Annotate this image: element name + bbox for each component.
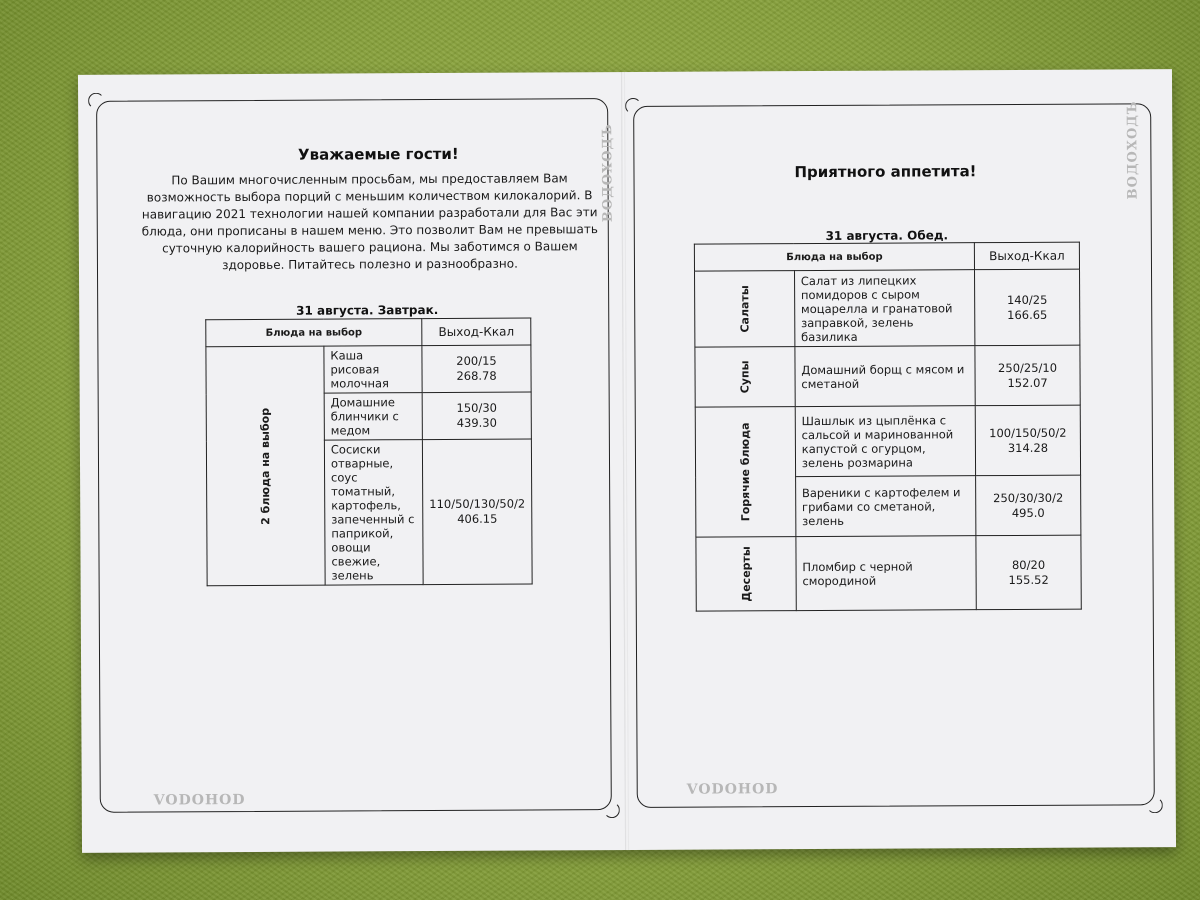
table-header-row bbox=[694, 242, 1079, 271]
portion-kcal: 100/150/50/2 314.28 bbox=[975, 405, 1080, 476]
dish-name: Салат из липецких помидоров с сыром моцарелла и гранатовой заправкой, зелень базилика bbox=[794, 270, 975, 347]
right-page bbox=[625, 69, 1176, 850]
category-cell: Горячие блюда bbox=[695, 407, 795, 538]
table-row bbox=[695, 405, 1080, 477]
dish-name: Домашний борщ с мясом и сметаной bbox=[795, 346, 976, 407]
table-row bbox=[206, 345, 531, 394]
dish-name: Пломбир с черной смородиной bbox=[796, 536, 977, 611]
header-kcal: Выход-Ккал bbox=[422, 318, 531, 346]
dish-name: Шашлык из цыплёнка с сальсой и маринованной капустой с огурцом, зелень розмарина bbox=[795, 406, 976, 477]
breakfast-table-title: 31 августа. Завтрак. bbox=[296, 302, 439, 318]
side-brand-watermark: ВОДОХОДЪ bbox=[600, 123, 616, 223]
left-page bbox=[78, 72, 625, 853]
table-header-row bbox=[206, 318, 531, 347]
category-cell: Салаты bbox=[695, 271, 795, 348]
table-row bbox=[696, 535, 1081, 611]
portion-kcal: 140/25 166.65 bbox=[975, 269, 1080, 346]
portion-kcal: 250/30/30/2 495.0 bbox=[976, 475, 1081, 536]
brand-watermark: VODOHOD bbox=[153, 792, 246, 809]
side-brand-watermark: ВОДОХОДЪ bbox=[1125, 100, 1141, 200]
portion-kcal: 200/15 268.78 bbox=[422, 345, 531, 393]
portion-kcal: 80/20 155.52 bbox=[976, 535, 1081, 610]
greeting-title: Уважаемые гости! bbox=[297, 144, 459, 164]
portion-kcal: 150/30 439.30 bbox=[422, 392, 531, 440]
table-row bbox=[695, 345, 1080, 407]
category-cell: Десерты bbox=[696, 537, 796, 612]
table-row bbox=[695, 269, 1080, 347]
dish-name: Сосиски отварные, соус томатный, картофель, запеченный с паприкой, овощи свежие, зелень bbox=[324, 440, 423, 586]
dish-name: Вареники с картофелем и грибами со сметаной, зелень bbox=[795, 476, 976, 537]
portion-kcal: 250/25/10 152.07 bbox=[975, 345, 1080, 406]
lunch-table-title: 31 августа. Обед. bbox=[825, 228, 949, 243]
menu-sheet bbox=[78, 69, 1176, 853]
dish-name: Домашние блинчики с медом bbox=[324, 393, 422, 441]
header-dishes: Блюда на выбор bbox=[694, 243, 974, 271]
breakfast-table bbox=[205, 317, 532, 586]
header-dishes: Блюда на выбор bbox=[206, 319, 422, 347]
header-kcal: Выход-Ккал bbox=[974, 242, 1079, 270]
category-cell: Супы bbox=[695, 347, 795, 408]
portion-kcal: 110/50/130/50/2 406.15 bbox=[422, 439, 532, 585]
intro-text: По Вашим многочисленным просьбам, мы предоставляем Вам возможность выбора порций с меньшим количеством килокалорий. В навигацию 2021 технологии нашей компании разработали для Вас эти блюда, они прописаны в нашем меню. Это позволит Вам не превышать суточную калорийность вашего рациона. Мы заботимся о Вашем здоровье. Питайтесь полезно и разнообразно. bbox=[141, 171, 598, 273]
bon-appetit-title: Приятного аппетита! bbox=[794, 162, 977, 182]
brand-watermark: VODOHOD bbox=[686, 781, 779, 798]
category-cell: 2 блюда на выбор bbox=[206, 346, 325, 586]
dish-name: Каша рисовая молочная bbox=[324, 346, 422, 394]
lunch-table bbox=[694, 242, 1082, 612]
